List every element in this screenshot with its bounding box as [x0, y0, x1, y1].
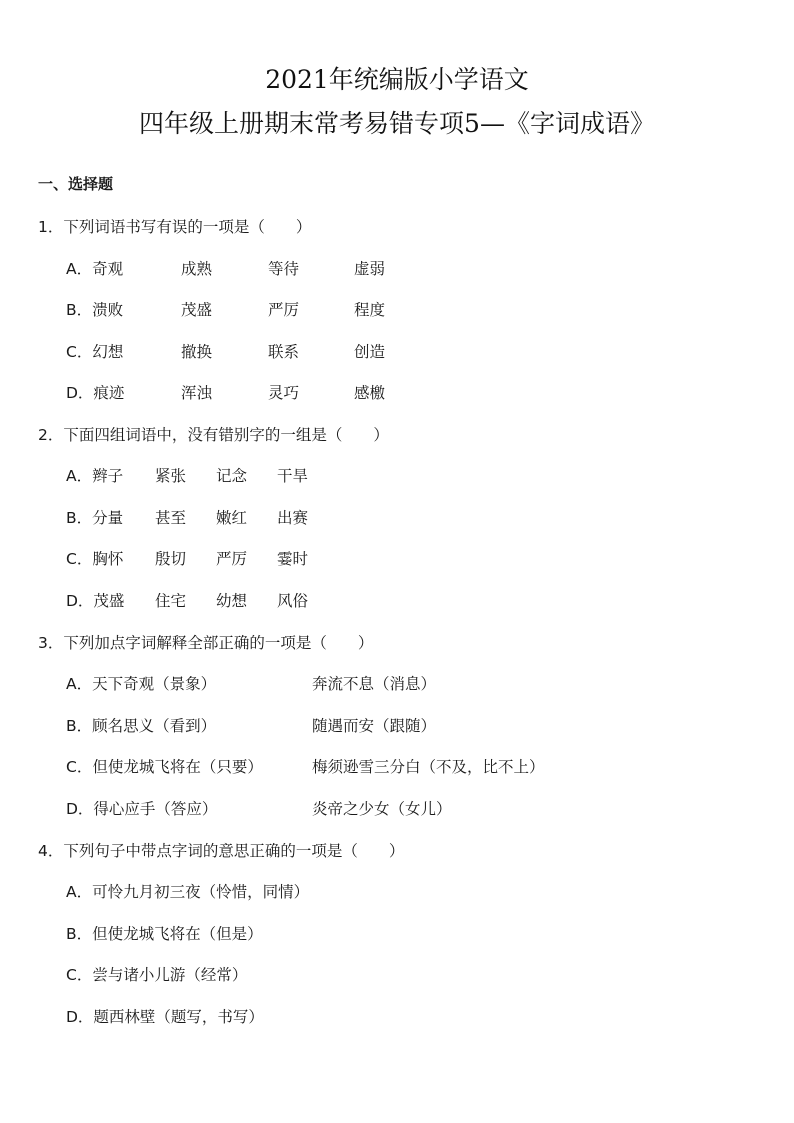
option-word: 记念	[216, 467, 248, 485]
option-word: 撤换	[181, 343, 213, 361]
option-label-word: A．辫子	[66, 467, 124, 485]
option-label-word: C．幻想	[66, 343, 124, 361]
option-phrase: B．顾名思义（看到）	[66, 717, 217, 735]
option-phrase: A．天下奇观（景象）	[66, 675, 217, 693]
question-4-option-c: C．尝与诸小儿游（经常）	[66, 966, 248, 984]
option-word: 灵巧	[268, 384, 300, 402]
title-line-2: 四年级上册期末常考易错专项5—《字词成语》	[139, 109, 655, 138]
option-word: 虚弱	[354, 260, 386, 278]
option-label-word: B．分量	[66, 509, 124, 527]
question-4-stem: 4．下列句子中带点字词的意思正确的一项是（ ）	[38, 842, 405, 860]
option-word: 出赛	[277, 509, 309, 527]
option-phrase: 随遇而安（跟随）	[312, 717, 437, 735]
option-word: 联系	[268, 343, 300, 361]
option-word: 等待	[268, 260, 300, 278]
option-word: 感檄	[354, 384, 386, 402]
option-word: 浑浊	[181, 384, 213, 402]
option-word: 严厉	[216, 550, 248, 568]
option-phrase: 梅须逊雪三分白（不及，比不上）	[312, 758, 545, 776]
option-word: 甚至	[155, 509, 187, 527]
question-4-option-d: D．题西林壁（题写，书写）	[66, 1008, 264, 1026]
option-phrase: D．得心应手（答应）	[66, 800, 218, 818]
option-word: 幼想	[216, 592, 248, 610]
option-phrase: C．但使龙城飞将在（只要）	[66, 758, 263, 776]
question-1-stem: 1．下列词语书写有误的一项是（ ）	[38, 218, 312, 236]
option-word: 程度	[354, 301, 386, 319]
option-word: 干旱	[277, 467, 309, 485]
option-label-word: C．胸怀	[66, 550, 124, 568]
option-word: 严厉	[268, 301, 300, 319]
option-word: 茂盛	[181, 301, 213, 319]
option-word: 嫩红	[216, 509, 248, 527]
option-word: 霎时	[277, 550, 309, 568]
option-phrase: 奔流不息（消息）	[312, 675, 437, 693]
option-word: 成熟	[181, 260, 213, 278]
option-word: 住宅	[155, 592, 187, 610]
section-heading: 一、选择题	[38, 175, 114, 193]
question-2-stem: 2．下面四组词语中，没有错别字的一组是（ ）	[38, 426, 389, 444]
question-4-option-b: B．但使龙城飞将在（但是）	[66, 925, 263, 943]
option-label-word: A．奇观	[66, 260, 124, 278]
title-line-1: 2021年统编版小学语文	[265, 65, 529, 94]
option-label-word: D．痕迹	[66, 384, 125, 402]
option-phrase: 炎帝之少女（女儿）	[312, 800, 452, 818]
option-word: 创造	[354, 343, 386, 361]
option-word: 紧张	[155, 467, 187, 485]
option-label-word: D．茂盛	[66, 592, 125, 610]
question-3-stem: 3．下列加点字词解释全部正确的一项是（ ）	[38, 634, 374, 652]
option-word: 殷切	[155, 550, 187, 568]
option-word: 风俗	[277, 592, 309, 610]
question-4-option-a: A．可怜九月初三夜（怜惜，同情）	[66, 883, 310, 901]
option-label-word: B．溃败	[66, 301, 124, 319]
